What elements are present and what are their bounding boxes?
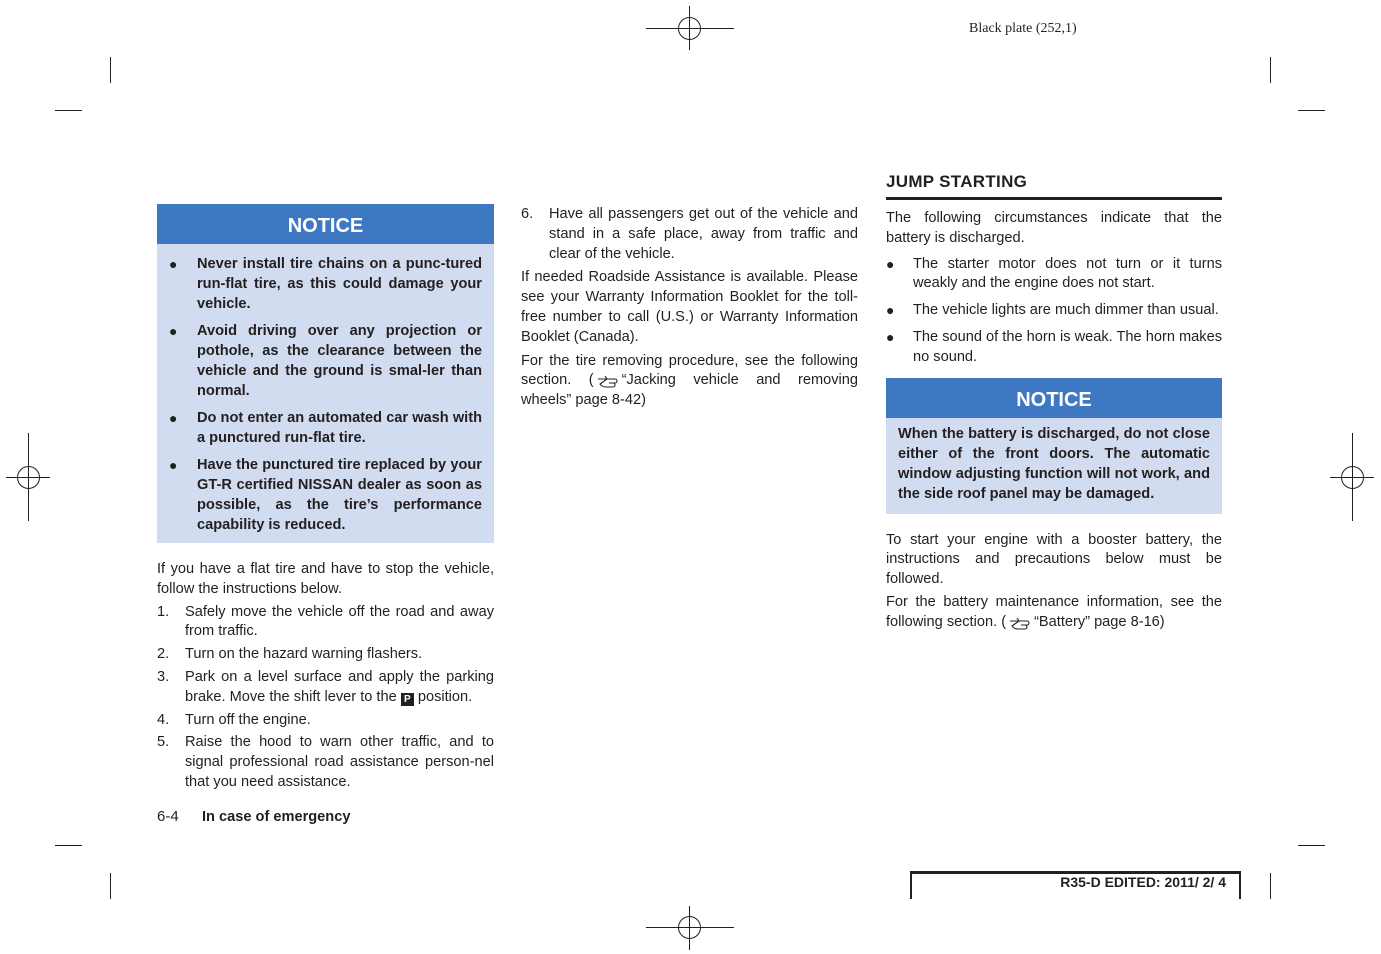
- step-item: 4. Turn off the engine.: [157, 711, 311, 728]
- pointing-hand-reference-icon: [1008, 614, 1032, 630]
- bullet-dot: ●: [886, 328, 895, 345]
- bullet-dot: ●: [169, 410, 178, 426]
- list-item: ● The sound of the horn is weak. The horn makes no sound.: [886, 328, 1222, 365]
- steps-list: [157, 603, 494, 793]
- step-item: 6. Have all passengers get out of the vehicle and stand in a safe place, away from traffic and clear of the vehicle.: [521, 206, 858, 262]
- step-item: 2. Turn on the hazard warning flashers.: [157, 646, 423, 663]
- notice-box-tires: [157, 204, 494, 543]
- notice-item: ● Never install tire chains on a punc-tured run-flat tire, as this could damage your vehicle.: [169, 256, 482, 312]
- notice-text: When the battery is discharged, do not close either of the front doors. The automatic window adjusting function will not work, and the side roof panel may be damaged.: [898, 425, 1210, 502]
- bullet-dot: ●: [169, 457, 178, 473]
- battery-maintenance-reference: For the battery maintenance information, see the following section. ( “Battery” page 8-16): [886, 593, 1222, 630]
- booster-battery-text: To start your engine with a booster battery, the instructions and precautions below must be followed.: [886, 531, 1222, 588]
- left-column: [157, 204, 494, 793]
- notice-heading: NOTICE: [886, 378, 1222, 418]
- notice-item: ● Avoid driving over any projection or pothole, as the clearance between the vehicle and the ground is smal-ler than normal.: [169, 323, 482, 399]
- roadside-assistance-text: If needed Roadside Assistance is available. Please see your Warranty Information Booklet for the toll-free number to call (U.S.) or Warranty Information Booklet (Canada).: [521, 269, 858, 345]
- step-item: 5. Raise the hood to warn other traffic, and to signal professional road assistance person-nel that you need assistance.: [157, 734, 494, 790]
- bullet-dot: ●: [169, 256, 178, 272]
- tire-removal-reference: For the tire removing procedure, see the following section. ( “Jacking vehicle and removing wheels” page 8-42): [521, 352, 858, 409]
- jump-start-intro: The following circumstances indicate that the battery is discharged.: [886, 210, 1222, 246]
- notice-heading: NOTICE: [157, 204, 494, 244]
- park-position-icon: P: [401, 693, 414, 706]
- step-item: 1. Safely move the vehicle off the road and away from traffic.: [157, 603, 494, 640]
- plate-label: Black plate (252,1): [969, 21, 1077, 36]
- footer-section-title: In case of emergency: [202, 809, 351, 825]
- step-item: 3. Park on a level surface and apply the parking brake. Move the shift lever to the P position.: [157, 668, 494, 705]
- notice-box-battery: [886, 378, 1222, 514]
- section-title: JUMP STARTING: [886, 172, 1028, 191]
- list-item: ● The starter motor does not turn or it turns weakly and the engine does not start.: [886, 255, 1222, 292]
- right-column: [886, 209, 1222, 633]
- page-number: 6-4: [157, 808, 179, 825]
- pointing-hand-reference-icon: [596, 372, 620, 388]
- discharge-symptoms-list: [886, 255, 1222, 368]
- bullet-dot: ●: [886, 302, 895, 319]
- bullet-dot: ●: [886, 255, 895, 272]
- notice-item: ● Do not enter an automated car wash with a punctured run-flat tire.: [169, 410, 482, 446]
- section-title-rule: [886, 197, 1222, 200]
- bullet-dot: ●: [169, 323, 178, 339]
- flat-tire-intro: If you have a flat tire and have to stop the vehicle, follow the instructions below.: [157, 561, 494, 597]
- middle-column: [521, 205, 858, 411]
- edited-stamp-text: R35-D EDITED: 2011/ 2/ 4: [1060, 874, 1226, 890]
- list-item: ● The vehicle lights are much dimmer than usual.: [886, 301, 1222, 321]
- notice-item: ● Have the punctured tire replaced by your GT-R certified NISSAN dealer as soon as possible, as the tire’s performance capability is reduced.: [169, 457, 482, 533]
